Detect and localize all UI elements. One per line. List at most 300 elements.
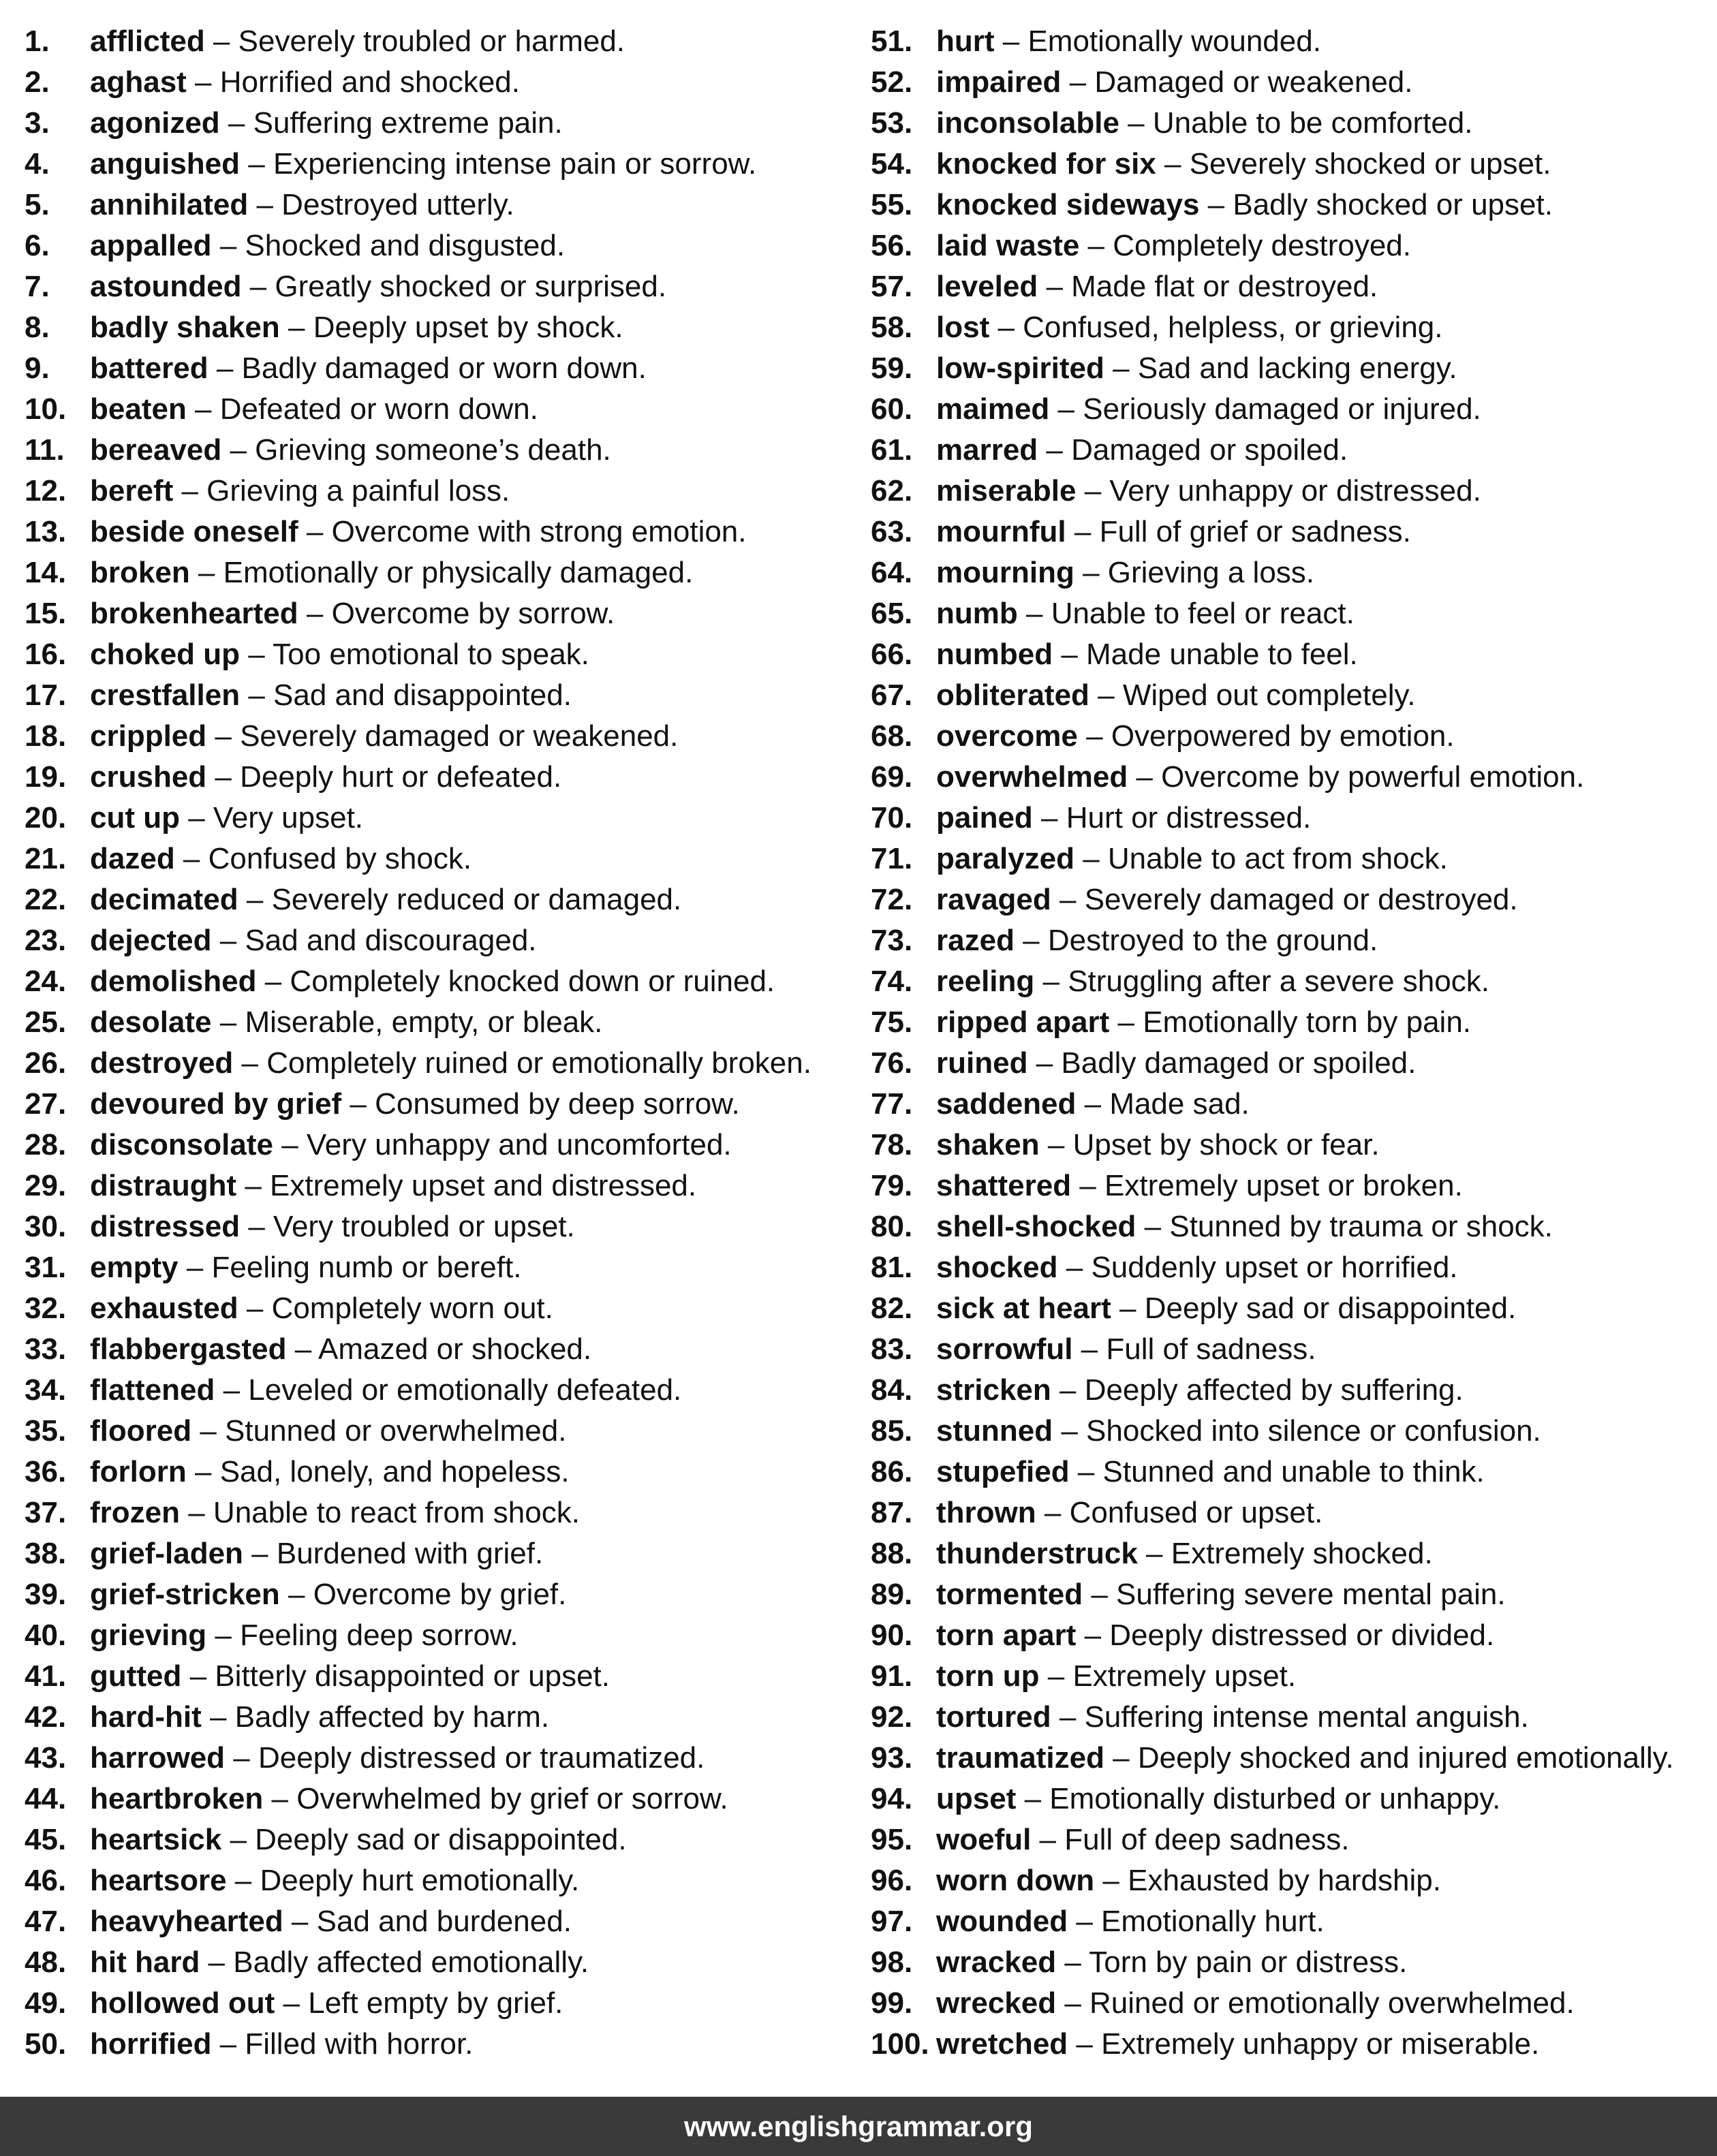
item-separator: – (233, 1046, 267, 1080)
item-definition: Very upset. (213, 801, 364, 834)
item-separator: – (1049, 392, 1083, 426)
item-term: desolate (90, 1005, 212, 1039)
word-list-left-column (25, 21, 856, 2065)
item-definition: Leveled or emotionally defeated. (248, 1373, 682, 1407)
list-item (871, 1901, 1709, 1942)
item-definition: Overcome by grief. (313, 1578, 567, 1611)
item-definition: Upset by shock or fear. (1072, 1128, 1380, 1161)
item-definition: Exhausted by hardship. (1128, 1864, 1441, 1897)
list-item (25, 1411, 856, 1452)
item-number: 93. (871, 1741, 913, 1775)
list-item (871, 471, 1709, 512)
list-item (25, 2024, 856, 2065)
item-number: 67. (871, 678, 913, 712)
item-number: 44. (25, 1782, 67, 1815)
item-separator: – (1156, 147, 1190, 181)
item-number: 7. (25, 270, 50, 303)
item-separator: – (1199, 188, 1233, 221)
item-separator: – (1034, 965, 1068, 998)
item-separator: – (286, 1332, 319, 1366)
item-term: disconsolate (90, 1128, 273, 1161)
item-definition: Confused by shock. (208, 842, 472, 875)
item-term: lost (936, 311, 990, 344)
list-item (25, 1288, 856, 1329)
item-definition: Very troubled or upset. (273, 1210, 575, 1243)
list-item (25, 348, 856, 389)
item-number: 52. (871, 65, 913, 99)
list-item (25, 1370, 856, 1411)
item-number: 35. (25, 1414, 67, 1448)
list-item (25, 879, 856, 920)
item-definition: Suffering severe mental pain. (1116, 1578, 1506, 1611)
item-term: reeling (936, 965, 1035, 998)
item-definition: Unable to feel or react. (1051, 597, 1355, 630)
list-item (871, 1819, 1709, 1860)
list-item (25, 920, 856, 961)
item-number: 6. (25, 229, 50, 262)
list-item (25, 225, 856, 266)
item-separator: – (221, 433, 256, 467)
item-term: obliterated (936, 678, 1089, 712)
item-separator: – (200, 1946, 234, 1979)
item-definition: Unable to act from shock. (1107, 842, 1448, 875)
list-item (871, 348, 1709, 389)
list-item (25, 266, 856, 307)
list-item (871, 307, 1709, 348)
item-number: 90. (871, 1619, 913, 1652)
item-number: 91. (871, 1659, 913, 1693)
item-term: cut up (90, 801, 180, 834)
item-number: 10. (25, 392, 67, 426)
item-number: 65. (871, 597, 913, 630)
item-number: 92. (871, 1700, 913, 1734)
item-definition: Full of grief or sadness. (1099, 515, 1411, 548)
item-definition: Emotionally wounded. (1027, 25, 1321, 58)
item-separator: – (1074, 556, 1108, 589)
item-number: 54. (871, 147, 913, 181)
item-separator: – (1027, 1046, 1062, 1080)
item-term: afflicted (90, 25, 205, 58)
list-item (871, 1329, 1709, 1370)
item-number: 46. (25, 1864, 67, 1897)
item-definition: Extremely upset or broken. (1104, 1169, 1463, 1202)
item-definition: Grieving a loss. (1107, 556, 1315, 589)
list-item (871, 1574, 1709, 1615)
item-definition: Stunned or overwhelmed. (225, 1414, 567, 1448)
item-number: 100. (871, 2027, 929, 2061)
list-item (871, 593, 1709, 634)
item-number: 9. (25, 351, 50, 385)
list-item (25, 1166, 856, 1206)
item-definition: Sad and lacking energy. (1137, 351, 1457, 385)
item-number: 11. (25, 433, 65, 467)
list-item (871, 1125, 1709, 1166)
list-item (25, 1860, 856, 1901)
item-separator: – (1066, 515, 1100, 548)
item-definition: Made flat or destroyed. (1071, 270, 1378, 303)
item-number: 14. (25, 556, 67, 589)
list-item (25, 1942, 856, 1983)
item-term: pained (936, 801, 1033, 834)
item-definition: Severely damaged or weakened. (240, 719, 679, 753)
item-separator: – (180, 1496, 213, 1529)
item-separator: – (1056, 1946, 1089, 1979)
item-number: 95. (871, 1823, 913, 1856)
list-item (25, 1901, 856, 1942)
list-item (25, 839, 856, 879)
item-number: 43. (25, 1741, 67, 1775)
item-separator: – (240, 678, 274, 712)
item-term: heartbroken (90, 1782, 264, 1815)
item-number: 19. (25, 760, 67, 794)
item-separator: – (1076, 1619, 1110, 1652)
item-number: 38. (25, 1537, 67, 1570)
item-separator: – (1057, 1251, 1092, 1284)
list-item (871, 1043, 1709, 1084)
item-term: destroyed (90, 1046, 234, 1080)
list-item (871, 1615, 1709, 1656)
item-separator: – (1072, 1332, 1107, 1366)
list-item (871, 1860, 1709, 1901)
item-term: hollowed out (90, 1986, 275, 2020)
item-number: 48. (25, 1946, 67, 1979)
item-number: 68. (871, 719, 913, 753)
item-definition: Completely ruined or emotionally broken. (266, 1046, 811, 1080)
item-number: 23. (25, 924, 67, 957)
item-number: 20. (25, 801, 67, 834)
list-item (871, 1206, 1709, 1247)
item-term: harrowed (90, 1741, 226, 1775)
list-item (871, 1493, 1709, 1533)
item-definition: Suffering intense mental anguish. (1084, 1700, 1529, 1734)
item-separator: – (211, 229, 245, 262)
list-item (25, 1533, 856, 1574)
item-number: 72. (871, 883, 913, 916)
list-item (871, 1288, 1709, 1329)
item-term: wracked (936, 1946, 1057, 1979)
item-separator: – (1051, 1373, 1085, 1407)
list-item (871, 798, 1709, 839)
item-term: stunned (936, 1414, 1053, 1448)
item-separator: – (1068, 2027, 1102, 2061)
item-term: worn down (936, 1864, 1095, 1897)
item-definition: Damaged or weakened. (1094, 65, 1413, 99)
item-definition: Severely troubled or harmed. (238, 25, 625, 58)
item-separator: – (1109, 1005, 1143, 1039)
item-separator: – (206, 719, 241, 753)
item-definition: Made sad. (1109, 1087, 1250, 1121)
item-definition: Sad, lonely, and hopeless. (219, 1455, 570, 1488)
item-term: shaken (936, 1128, 1040, 1161)
item-term: grieving (90, 1619, 207, 1652)
item-separator: – (206, 1619, 241, 1652)
item-definition: Badly affected by harm. (234, 1700, 550, 1734)
item-definition: Severely shocked or upset. (1189, 147, 1551, 181)
item-number: 63. (871, 515, 913, 548)
item-definition: Bitterly disappointed or upset. (215, 1659, 610, 1693)
list-item (871, 879, 1709, 920)
item-definition: Shocked into silence or confusion. (1086, 1414, 1541, 1448)
list-item (25, 593, 856, 634)
item-number: 1. (25, 25, 50, 58)
item-definition: Defeated or worn down. (219, 392, 538, 426)
item-term: battered (90, 351, 208, 385)
list-item (25, 1452, 856, 1493)
item-number: 58. (871, 311, 913, 344)
item-definition: Burdened with grief. (276, 1537, 544, 1570)
item-number: 81. (871, 1251, 913, 1284)
item-number: 17. (25, 678, 67, 712)
list-item (25, 716, 856, 757)
item-number: 5. (25, 188, 50, 221)
item-term: leveled (936, 270, 1038, 303)
item-term: heartsore (90, 1864, 227, 1897)
item-separator: – (1083, 1578, 1117, 1611)
item-definition: Sad and burdened. (316, 1905, 572, 1938)
item-number: 62. (871, 474, 913, 507)
list-item (25, 1574, 856, 1615)
item-term: distressed (90, 1210, 241, 1243)
item-separator: – (191, 1414, 226, 1448)
item-definition: Deeply shocked and injured emotionally. (1137, 1741, 1674, 1775)
item-term: astounded (90, 270, 242, 303)
item-term: bereft (90, 474, 174, 507)
item-number: 33. (25, 1332, 67, 1366)
item-separator: – (215, 1373, 249, 1407)
item-separator: – (1111, 1292, 1145, 1325)
item-term: heavyhearted (90, 1905, 283, 1938)
list-item (871, 1452, 1709, 1493)
word-list-right-column (871, 21, 1709, 2065)
item-number: 56. (871, 229, 913, 262)
item-separator: – (1031, 1823, 1065, 1856)
list-item (25, 103, 856, 144)
item-definition: Torn by pain or distress. (1089, 1946, 1408, 1979)
footer-url[interactable]: www.englishgrammar.org (684, 2110, 1033, 2142)
list-item (871, 1983, 1709, 2024)
item-definition: Deeply hurt emotionally. (260, 1864, 580, 1897)
item-definition: Confused, helpless, or grieving. (1023, 311, 1443, 344)
item-number: 15. (25, 597, 67, 630)
item-number: 94. (871, 1782, 913, 1815)
item-term: crippled (90, 719, 207, 753)
item-definition: Emotionally torn by pain. (1143, 1005, 1472, 1039)
list-item (871, 185, 1709, 225)
list-item (25, 1656, 856, 1697)
item-separator: – (1071, 1169, 1104, 1202)
item-separator: – (189, 556, 223, 589)
list-item (25, 1738, 856, 1779)
item-definition: Deeply distressed or divided. (1109, 1619, 1495, 1652)
item-number: 45. (25, 1823, 67, 1856)
item-separator: – (1053, 1414, 1087, 1448)
item-number: 47. (25, 1905, 67, 1938)
item-term: woeful (936, 1823, 1032, 1856)
item-definition: Unable to react from shock. (213, 1496, 580, 1529)
list-item (871, 21, 1709, 62)
item-term: tortured (936, 1700, 1051, 1734)
item-separator: – (1119, 106, 1153, 140)
item-separator: – (279, 311, 313, 344)
item-number: 96. (871, 1864, 913, 1897)
list-item (871, 1002, 1709, 1043)
item-number: 24. (25, 965, 67, 998)
item-definition: Overpowered by emotion. (1111, 719, 1455, 753)
item-number: 28. (25, 1128, 67, 1161)
item-separator: – (186, 65, 220, 99)
item-term: grief-stricken (90, 1578, 280, 1611)
item-number: 3. (25, 106, 50, 140)
item-term: crestfallen (90, 678, 241, 712)
item-term: ripped apart (936, 1005, 1110, 1039)
item-term: beaten (90, 392, 187, 426)
item-term: stricken (936, 1373, 1051, 1407)
item-separator: – (221, 1823, 256, 1856)
item-definition: Consumed by deep sorrow. (375, 1087, 740, 1121)
item-term: flabbergasted (90, 1332, 287, 1366)
item-separator: – (1038, 433, 1072, 467)
item-separator: – (1104, 1741, 1138, 1775)
item-separator: – (240, 638, 273, 671)
item-definition: Overcome by sorrow. (331, 597, 615, 630)
item-number: 50. (25, 2027, 67, 2061)
item-term: thunderstruck (936, 1537, 1138, 1570)
list-item (871, 1656, 1709, 1697)
list-item (25, 757, 856, 798)
item-separator: – (186, 1455, 220, 1488)
list-item (871, 1247, 1709, 1288)
item-separator: – (1076, 1087, 1110, 1121)
item-number: 40. (25, 1619, 67, 1652)
item-term: anguished (90, 147, 241, 181)
item-number: 25. (25, 1005, 67, 1039)
item-definition: Sad and disappointed. (273, 678, 572, 712)
list-item (25, 1043, 856, 1084)
item-term: hit hard (90, 1946, 200, 1979)
item-term: frozen (90, 1496, 180, 1529)
list-item (871, 552, 1709, 593)
item-definition: Very unhappy and uncomforted. (306, 1128, 732, 1161)
item-separator: – (174, 842, 208, 875)
item-number: 57. (871, 270, 913, 303)
list-item (871, 961, 1709, 1002)
item-definition: Destroyed to the ground. (1047, 924, 1378, 957)
item-term: overcome (936, 719, 1078, 753)
item-number: 59. (871, 351, 913, 385)
item-term: flattened (90, 1373, 215, 1407)
item-term: overwhelmed (936, 760, 1128, 794)
item-separator: – (1053, 638, 1087, 671)
item-number: 89. (871, 1578, 913, 1611)
item-term: ravaged (936, 883, 1051, 916)
list-item (25, 1329, 856, 1370)
list-item (871, 920, 1709, 961)
item-definition: Grieving a painful loss. (206, 474, 510, 507)
item-separator: – (989, 311, 1023, 344)
item-separator: – (219, 106, 253, 140)
item-term: paralyzed (936, 842, 1074, 875)
item-term: saddened (936, 1087, 1077, 1121)
list-item (25, 961, 856, 1002)
item-number: 85. (871, 1414, 913, 1448)
item-definition: Struggling after a severe shock. (1068, 965, 1489, 998)
item-number: 18. (25, 719, 67, 753)
item-term: decimated (90, 883, 238, 916)
item-term: thrown (936, 1496, 1036, 1529)
item-term: mournful (936, 515, 1066, 548)
item-term: aghast (90, 65, 187, 99)
item-number: 88. (871, 1537, 913, 1570)
item-number: 12. (25, 474, 67, 507)
item-term: badly shaken (90, 311, 280, 344)
list-item (25, 512, 856, 552)
item-separator: – (298, 515, 332, 548)
item-number: 74. (871, 965, 913, 998)
item-number: 29. (25, 1169, 67, 1202)
item-number: 16. (25, 638, 67, 671)
item-definition: Emotionally hurt. (1101, 1905, 1325, 1938)
footer-bar (0, 2097, 1717, 2156)
item-separator: – (1094, 1864, 1128, 1897)
item-definition: Shocked and disgusted. (245, 229, 566, 262)
item-definition: Suffering extreme pain. (253, 106, 563, 140)
item-definition: Deeply sad or disappointed. (255, 1823, 627, 1856)
item-definition: Deeply affected by suffering. (1084, 1373, 1464, 1407)
list-item (25, 144, 856, 185)
item-number: 51. (871, 25, 913, 58)
item-separator: – (283, 1905, 317, 1938)
list-item (25, 471, 856, 512)
item-term: hard-hit (90, 1700, 202, 1734)
item-number: 82. (871, 1292, 913, 1325)
item-term: numbed (936, 638, 1053, 671)
item-term: numb (936, 597, 1018, 630)
item-number: 21. (25, 842, 67, 875)
item-term: mourning (936, 556, 1074, 589)
list-item (25, 1819, 856, 1860)
item-separator: – (1039, 1128, 1073, 1161)
item-number: 22. (25, 883, 67, 916)
item-term: heartsick (90, 1823, 222, 1856)
item-separator: – (211, 1005, 245, 1039)
list-item (25, 798, 856, 839)
item-number: 78. (871, 1128, 913, 1161)
item-number: 77. (871, 1087, 913, 1121)
list-item (871, 1370, 1709, 1411)
item-separator: – (1014, 924, 1048, 957)
item-term: distraught (90, 1169, 237, 1202)
list-item (871, 634, 1709, 675)
list-item (25, 1697, 856, 1738)
list-item (871, 675, 1709, 716)
item-number: 60. (871, 392, 913, 426)
list-item (25, 185, 856, 225)
item-term: bereaved (90, 433, 222, 467)
item-number: 26. (25, 1046, 67, 1080)
list-item (871, 1411, 1709, 1452)
item-definition: Deeply hurt or defeated. (240, 760, 562, 794)
list-item (25, 675, 856, 716)
list-item (871, 716, 1709, 757)
item-term: impaired (936, 65, 1062, 99)
item-separator: – (1051, 883, 1085, 916)
item-separator: – (243, 1537, 277, 1570)
item-term: inconsolable (936, 106, 1119, 140)
item-number: 2. (25, 65, 50, 99)
list-item (871, 1738, 1709, 1779)
item-term: dazed (90, 842, 175, 875)
item-definition: Destroyed utterly. (281, 188, 514, 221)
